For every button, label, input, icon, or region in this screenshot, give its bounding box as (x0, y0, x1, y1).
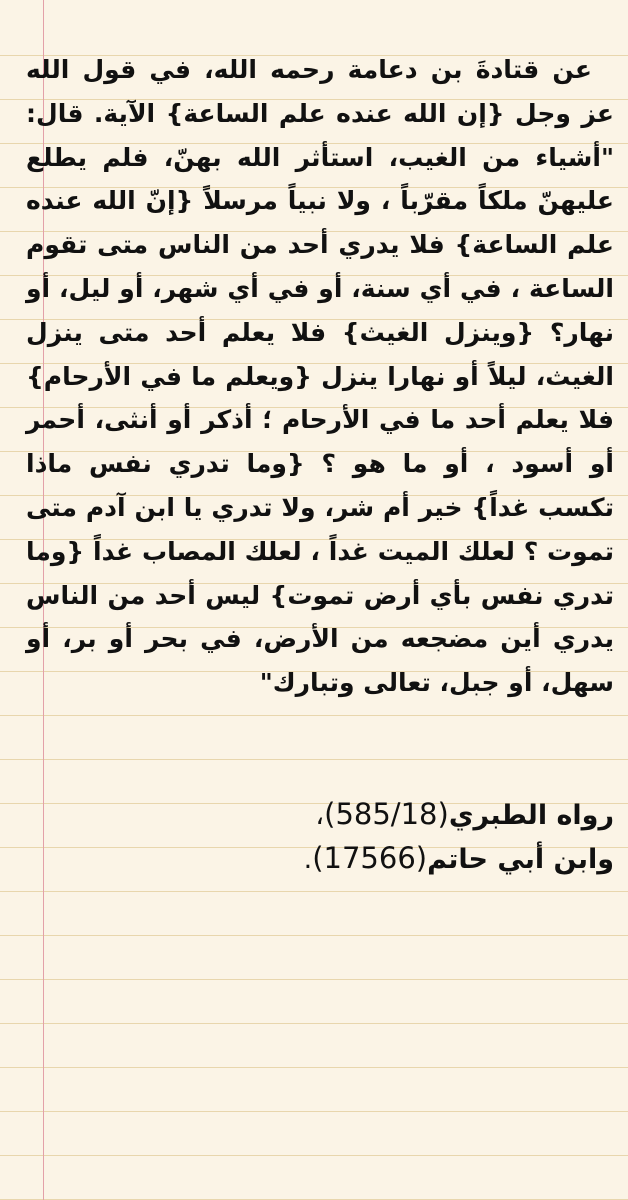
blank-lines (26, 705, 614, 793)
citation-reference: (17566) (312, 841, 428, 876)
citation-punctuation: . (303, 844, 313, 876)
citation-reference: (585/18) (324, 796, 449, 831)
citation-ibn-abi-hatim (26, 837, 614, 882)
note-content (26, 48, 614, 882)
citation-punctuation: ، (315, 799, 325, 831)
citation-tabari (26, 793, 614, 838)
citation-source: وابن أبي حاتم (427, 844, 614, 876)
citation-source: رواه الطبري (448, 799, 614, 831)
tafsir-paragraph: عن قتادةَ بن دعامة رحمه الله، في قول الله عز وجل {إن الله عنده علم الساعة} الآية. قال: "أشياء من الغيب، استأثر الله بهنّ، فلم يطلع عليهنّ ملكاً مقرّباً ، ولا نبياً مرسلاً {إنّ الله عنده علم الساعة} فلا يدري أحد من الناس متى تقوم الساعة ، في أي سنة، أو في أي شهر، أو ليل، أو نهار؟ {وينزل الغيث} فلا يعلم أحد متى ينزل الغيث، ليلاً أو نهارا ينزل {ويعلم ما في الأرحام} فلا يعلم أحد ما في الأرحام ؛ أذكر أو أنثى، أحمر أو أسود ، أو ما هو ؟ {وما تدري نفس ماذا تكسب غداً} خير أم شر، ولا تدري يا ابن آدم متى تموت ؟ لعلك الميت غداً ، لعلك المصاب غداً {وما تدري نفس بأي أرض تموت} ليس أحد من الناس يدري أين مضجعه من الأرض، في بحر أو بر، أو سهل، أو جبل، تعالى وتبارك" (26, 55, 614, 698)
